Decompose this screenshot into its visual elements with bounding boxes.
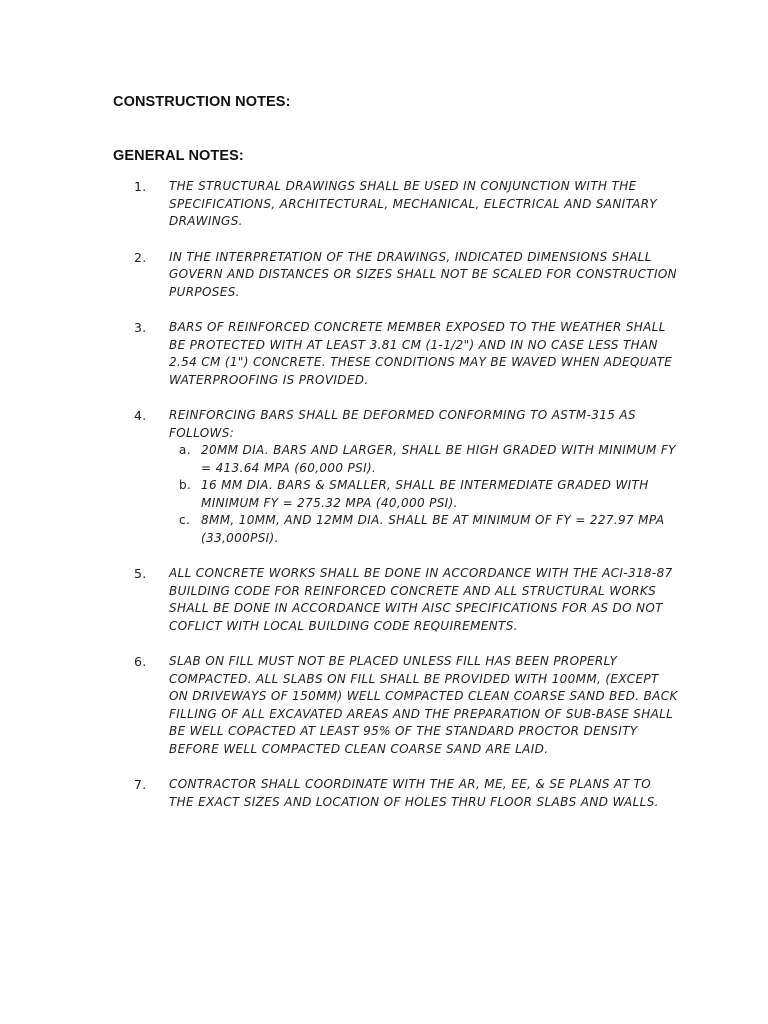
note-1 [134,178,679,231]
note-number: 3. [134,320,147,335]
note-number: 7. [134,777,147,792]
subitem-letter: a. [179,443,191,457]
subitem-letter: b. [179,478,192,492]
note-text: SLAB ON FILL MUST NOT BE PLACED UNLESS FILL HAS BEEN PROPERLY COMPACTED. ALL SLABS ON FILL SHALL BE PROVIDED WITH 100MM, (EXCEPT ON DRIVEWAYS OF 150MM) WELL COMPACTED CLEAN COARSE SAND BED. BACK FILLING OF ALL EXCAVATED AREAS AND THE PREPARATION OF SUB-BASE SHALL BE WELL COPACTED AT LEAST 95% OF THE STANDARD PROCTOR DENSITY BEFORE WELL COMPACTED CLEAN COARSE SAND ARE LAID. [169,654,678,756]
note-text: CONTRACTOR SHALL COORDINATE WITH THE AR, ME, EE, & SE PLANS AT TO THE EXACT SIZES AND LOCATION OF HOLES THRU FLOOR SLABS AND WALLS. [169,777,659,809]
note-text: THE STRUCTURAL DRAWINGS SHALL BE USED IN CONJUNCTION WITH THE SPECIFICATIONS, ARCHITECTURAL, MECHANICAL, ELECTRICAL AND SANITARY DRAWINGS. [169,179,658,228]
note-number: 5. [134,566,147,581]
note-number: 6. [134,654,147,669]
subitem-a [169,442,679,477]
note-number: 1. [134,179,147,194]
subitem-b [169,477,679,512]
note-7 [134,776,679,811]
note-text: BARS OF REINFORCED CONCRETE MEMBER EXPOSED TO THE WEATHER SHALL BE PROTECTED WITH AT LEAST 3.81 CM (1-1/2") AND IN NO CASE LESS THAN 2.54 CM (1") CONCRETE. THESE CONDITIONS MAY BE WAVED WHEN ADEQUATE WATERPROOFING IS PROVIDED. [169,320,673,387]
note-number: 4. [134,408,147,423]
note-number: 2. [134,249,147,265]
section-title: GENERAL NOTES: [113,148,244,164]
general-notes-list [134,178,679,811]
note-4 [134,407,679,547]
document-title: CONSTRUCTION NOTES: [113,94,291,110]
note-text: ALL CONCRETE WORKS SHALL BE DONE IN ACCORDANCE WITH THE ACI-318-87 BUILDING CODE FOR REINFORCED CONCRETE AND ALL STRUCTURAL WORKS SHALL BE DONE IN ACCORDANCE WITH AISC SPECIFICATIONS FOR AS DO NOT COFLICT WITH LOCAL BUILDING CODE REQUIREMENTS. [169,566,673,633]
subitem-text: 8MM, 10MM, AND 12MM DIA. SHALL BE AT MINIMUM OF FY = 227.97 MPA (33,000PSI). [201,513,665,545]
note-text: IN THE INTERPRETATION OF THE DRAWINGS, INDICATED DIMENSIONS SHALL GOVERN AND DISTANCES OR SIZES SHALL NOT BE SCALED FOR CONSTRUCTION PURPOSES. [169,249,677,299]
subitem-text: 20MM DIA. BARS AND LARGER, SHALL BE HIGH GRADED WITH MINIMUM FY = 413.64 MPA (60,000 PSI). [201,443,676,475]
subitem-text: 16 MM DIA. BARS & SMALLER, SHALL BE INTERMEDIATE GRADED WITH MINIMUM FY = 275.32 MPA (40,000 PSI). [201,478,649,510]
reinforcing-bar-subitems [169,442,679,547]
note-text: REINFORCING BARS SHALL BE DEFORMED CONFORMING TO ASTM-315 AS FOLLOWS: [169,408,636,440]
note-5 [134,565,679,635]
note-2 [134,249,679,302]
note-6 [134,653,679,758]
subitem-c [169,512,679,547]
note-3 [134,319,679,389]
subitem-letter: c. [179,513,191,527]
